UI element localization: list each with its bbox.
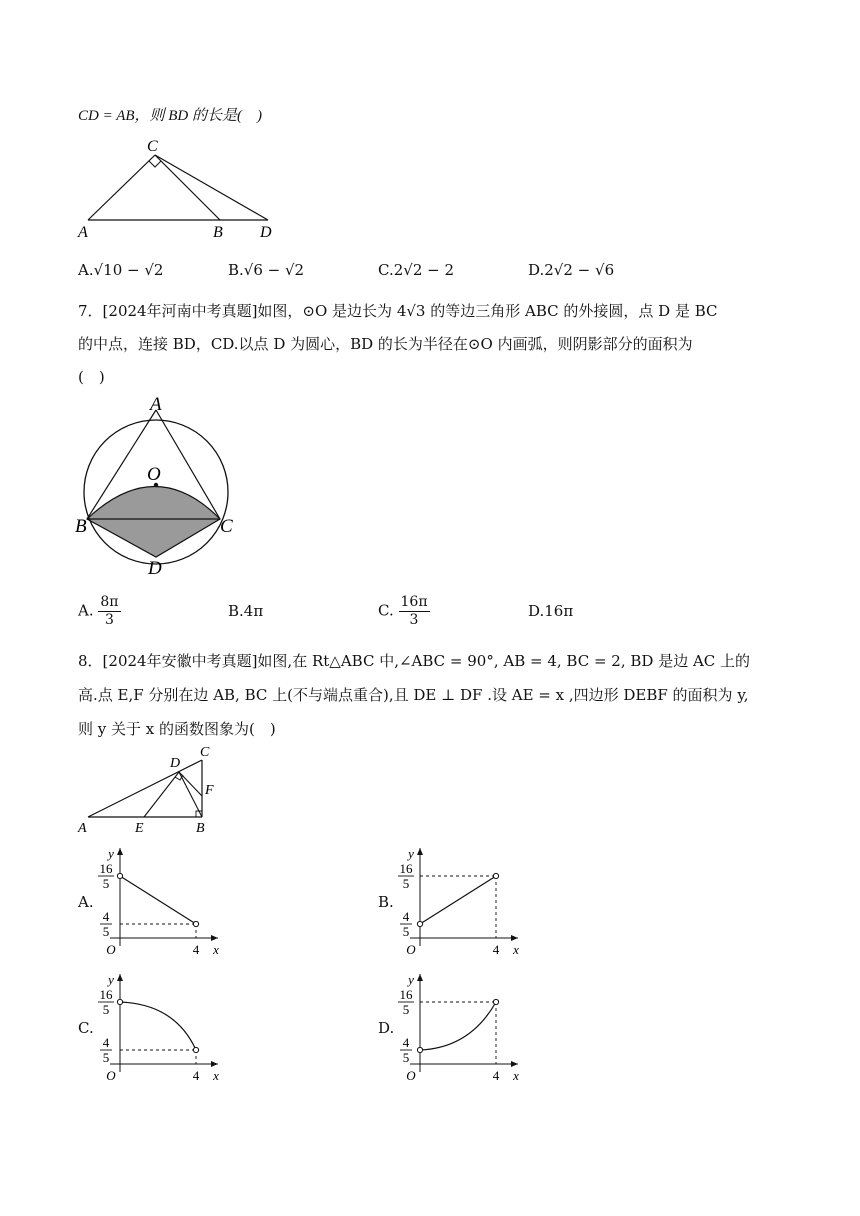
option-text: √6 − √2 <box>243 261 305 279</box>
y-tick-top-den: 5 <box>402 876 410 891</box>
q6-option-c[interactable] <box>378 261 454 279</box>
q6-option-a[interactable] <box>78 261 163 279</box>
q6-point-c: C <box>147 138 158 155</box>
y-tick-low-den: 5 <box>102 924 110 939</box>
y-tick-low-num: 4 <box>102 909 110 924</box>
q8-graph-d[interactable] <box>390 966 540 1084</box>
y-tick-top-den: 5 <box>102 876 110 891</box>
q8-point-e: E <box>135 821 144 836</box>
option-label: D. <box>528 602 545 620</box>
function-curve <box>420 1002 496 1050</box>
y-tick-low-num: 4 <box>402 1035 410 1050</box>
q8-option-b-label[interactable]: B. <box>378 893 394 911</box>
q7-option-d[interactable] <box>528 602 573 620</box>
q8-graph-c[interactable] <box>90 966 240 1084</box>
q8-stem-line1: 8．[2024年安徽中考真题]如图,在 Rt△ABC 中,∠ABC = 90°, AB = 4, BC = 2, BD 是边 AC 上的 <box>78 652 751 670</box>
y-tick-top-den: 5 <box>402 1002 410 1017</box>
y-tick-low-num: 4 <box>402 909 410 924</box>
q7-stem-line1: 7．[2024年河南中考真题]如图，⊙O 是边长为 4√3 的等边三角形 ABC 的外接圆，点 D 是 BC <box>78 302 718 320</box>
y-tick-top-num: 16 <box>99 861 113 876</box>
y-tick-low-den: 5 <box>402 1050 410 1065</box>
open-endpoint-start <box>117 873 122 878</box>
y-axis-label: y <box>408 972 414 987</box>
y-tick-low-num: 4 <box>102 1035 110 1050</box>
q7-option-a-fraction: $\frac{8\pi}{3}$ <box>100 594 119 628</box>
y-axis-label: y <box>108 972 114 987</box>
option-text: 4π <box>243 602 264 620</box>
y-axis-arrow <box>117 974 123 981</box>
q8-graph-b[interactable] <box>390 840 540 958</box>
x-axis-arrow <box>211 935 218 941</box>
q6-figure <box>70 135 290 245</box>
x-axis-label: x <box>213 1068 219 1083</box>
q8-point-c: C <box>200 745 210 760</box>
option-text: √10 − √2 <box>93 261 164 279</box>
q8-option-a-label[interactable]: A. <box>78 893 94 911</box>
y-axis-arrow <box>417 848 423 855</box>
function-curve <box>120 876 196 924</box>
q6-option-d[interactable] <box>528 261 614 279</box>
open-endpoint-start <box>417 921 422 926</box>
option-label: C. <box>378 601 394 620</box>
q7-option-b[interactable] <box>228 602 263 620</box>
y-tick-top-num: 16 <box>399 861 413 876</box>
x-tick-4: 4 <box>492 1068 500 1083</box>
option-label: C. <box>378 261 394 279</box>
x-axis-label: x <box>213 942 219 957</box>
q7-option-a[interactable] <box>78 594 121 629</box>
y-axis-arrow <box>117 848 123 855</box>
function-curve <box>120 1002 196 1050</box>
open-endpoint-start <box>417 1047 422 1052</box>
x-axis-arrow <box>511 1061 518 1067</box>
y-axis-arrow <box>417 974 423 981</box>
open-endpoint-end <box>193 1047 198 1052</box>
x-tick-4: 4 <box>192 1068 200 1083</box>
option-label: A. <box>78 601 94 620</box>
q8-point-f: F <box>205 783 214 798</box>
q7-point-d: D <box>148 558 162 579</box>
q7-figure <box>70 392 250 582</box>
q7-stem-line2: 的中点，连接 BD，CD.以点 D 为圆心，BD 的长为半径在⊙O 内画弧，则阴影部分的面积为 <box>78 335 693 353</box>
origin-label: O <box>106 1068 116 1083</box>
q8-point-a: A <box>78 821 87 836</box>
open-endpoint-end <box>193 921 198 926</box>
q7-point-o: O <box>147 464 161 485</box>
open-endpoint-start <box>117 999 122 1004</box>
x-axis-label: x <box>513 1068 519 1083</box>
option-text: 2√2 − √6 <box>544 261 615 279</box>
q6-stem-tail <box>78 104 262 125</box>
q6-stem-text: CD = AB，则 BD 的长是( ) <box>78 108 262 124</box>
y-tick-low-den: 5 <box>102 1050 110 1065</box>
option-label: D. <box>528 261 545 279</box>
q6-point-a: A <box>78 224 88 241</box>
q8-figure <box>74 742 234 837</box>
q7-stem-line3: ( ) <box>78 368 105 386</box>
option-label: B. <box>228 602 244 620</box>
origin-label: O <box>106 942 116 957</box>
q8-stem-line2: 高.点 E,F 分别在边 AB, BC 上(不与端点重合),且 DE ⊥ DF .设 AE = x ,四边形 DEBF 的面积为 y, <box>78 686 749 704</box>
y-tick-top-den: 5 <box>102 1002 110 1017</box>
option-label: B. <box>228 261 244 279</box>
q8-graph-a[interactable] <box>90 840 240 958</box>
y-tick-low-den: 5 <box>402 924 410 939</box>
x-tick-4: 4 <box>492 942 500 957</box>
q6-option-b[interactable] <box>228 261 304 279</box>
q7-point-a: A <box>150 394 162 415</box>
q7-point-b: B <box>75 516 87 537</box>
option-text: 2√2 − 2 <box>393 261 455 279</box>
x-axis-arrow <box>511 935 518 941</box>
open-endpoint-end <box>493 999 498 1004</box>
x-axis-label: x <box>513 942 519 957</box>
q8-stem-line3: 则 y 关于 x 的函数图象为( ) <box>78 720 276 738</box>
origin-label: O <box>406 1068 416 1083</box>
q7-option-c-fraction: $\frac{16\pi}{3}$ <box>400 594 428 628</box>
q6-point-b: B <box>213 224 223 241</box>
q8-point-b: B <box>196 821 205 836</box>
y-axis-label: y <box>108 846 114 861</box>
x-tick-4: 4 <box>192 942 200 957</box>
function-curve <box>420 876 496 924</box>
x-axis-arrow <box>211 1061 218 1067</box>
q6-point-d: D <box>260 224 272 241</box>
origin-label: O <box>406 942 416 957</box>
y-tick-top-num: 16 <box>399 987 413 1002</box>
option-text: 16π <box>544 602 574 620</box>
q7-option-c[interactable] <box>378 594 430 629</box>
option-label: A. <box>78 261 94 279</box>
q7-point-c: C <box>220 516 233 537</box>
open-endpoint-end <box>493 873 498 878</box>
q8-option-c-label[interactable]: C. <box>78 1019 94 1037</box>
q8-option-d-label[interactable]: D. <box>378 1019 395 1037</box>
y-axis-label: y <box>408 846 414 861</box>
q8-point-d: D <box>170 756 181 771</box>
y-tick-top-num: 16 <box>99 987 113 1002</box>
